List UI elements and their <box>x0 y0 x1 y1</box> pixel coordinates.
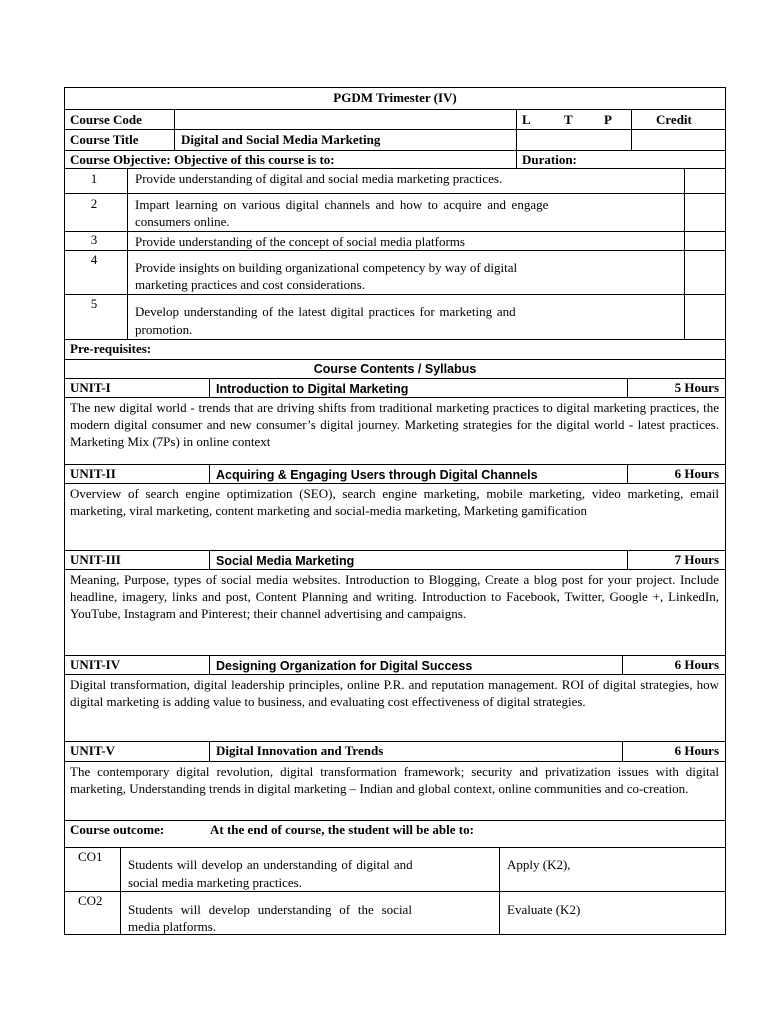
col-divider <box>120 847 121 935</box>
objective-text: Provide understanding of the concept of social media platforms <box>135 234 465 249</box>
row-divider <box>64 397 726 398</box>
unit-id: UNIT-II <box>70 466 116 481</box>
col-divider <box>622 741 623 761</box>
unit-body: Digital transformation, digital leadership principles, online P.R. and reputation management. ROI of digital strategies, how digital marketing is adding value to business, and evaluating cost effectiveness of digital strategies. <box>70 677 719 709</box>
row-divider <box>64 250 726 251</box>
unit-hours: 5 Hours <box>674 380 719 395</box>
col-divider <box>631 109 632 150</box>
row-divider <box>64 150 726 151</box>
unit-hours: 6 Hours <box>674 466 719 481</box>
objective-text-cont: promotion. <box>135 322 193 337</box>
unit-id: UNIT-III <box>70 552 121 567</box>
row-divider <box>64 674 726 675</box>
row-divider <box>64 891 726 892</box>
objective-text: Develop understanding of the latest digital practices for marketing and <box>135 304 516 319</box>
col-divider <box>209 464 210 483</box>
unit-hours: 6 Hours <box>674 657 719 672</box>
unit-id: UNIT-I <box>70 380 111 395</box>
row-divider <box>64 483 726 484</box>
outcome-level: Evaluate (K2) <box>507 902 581 917</box>
col-divider <box>684 168 685 339</box>
col-divider <box>174 109 175 150</box>
unit-hours: 7 Hours <box>674 552 719 567</box>
unit-title: Introduction to Digital Marketing <box>216 382 409 396</box>
course-code-label: Course Code <box>70 112 142 127</box>
outcome-text-cont: media platforms. <box>128 919 217 934</box>
unit-body: Overview of search engine optimization (SEO), search engine marketing, mobile marketing, video marketing, email marketing, viral marketing, content marketing and social-media marketing, Marketing gamification <box>70 486 719 518</box>
objective-number: 4 <box>90 252 98 267</box>
objective-number: 3 <box>90 232 98 247</box>
ltp-l: L <box>522 112 531 127</box>
course-title-label: Course Title <box>70 132 139 147</box>
col-divider <box>627 464 628 483</box>
outcome-id: CO1 <box>78 849 103 864</box>
objective-number: 2 <box>90 196 98 211</box>
outcome-text-cont: social media marketing practices. <box>128 875 302 890</box>
unit-title: Digital Innovation and Trends <box>216 743 384 758</box>
outcome-level: Apply (K2), <box>507 857 571 872</box>
row-divider <box>64 231 726 232</box>
row-divider <box>64 339 726 340</box>
syllabus-heading: Course Contents / Syllabus <box>313 362 477 376</box>
row-divider <box>64 847 726 848</box>
course-title-value: Digital and Social Media Marketing <box>181 132 381 147</box>
unit-title: Designing Organization for Digital Success <box>216 659 473 673</box>
row-divider <box>64 655 726 656</box>
course-outcome-text: At the end of course, the student will be able to: <box>210 822 474 837</box>
unit-title: Acquiring & Engaging Users through Digital Channels <box>216 468 538 482</box>
duration-label: Duration: <box>522 152 577 167</box>
col-divider <box>516 109 517 168</box>
col-divider <box>209 655 210 674</box>
unit-id: UNIT-IV <box>70 657 121 672</box>
unit-body: The contemporary digital revolution, digital transformation framework; security and privatization issues with digital marketing, Understanding trends in digital marketing – Indian and global context, online communities and co-creation. <box>70 764 719 796</box>
ltp-p: P <box>604 112 612 127</box>
objective-text: Provide insights on building organizational competency by way of digital <box>135 260 518 275</box>
outcome-id: CO2 <box>78 893 103 908</box>
unit-title: Social Media Marketing <box>216 554 355 568</box>
col-divider <box>627 378 628 397</box>
col-divider <box>209 378 210 397</box>
objective-number: 1 <box>90 171 98 186</box>
col-divider <box>622 655 623 674</box>
ltp-t: T <box>564 112 573 127</box>
col-divider <box>209 550 210 569</box>
prerequisites-label: Pre-requisites: <box>70 341 152 356</box>
col-divider <box>499 847 500 935</box>
row-divider <box>64 193 726 194</box>
objective-text: Provide understanding of digital and social media marketing practices. <box>135 171 503 186</box>
course-outcome-label: Course outcome: <box>70 822 165 837</box>
row-divider <box>64 741 726 742</box>
objective-text-cont: consumers online. <box>135 214 230 229</box>
row-divider <box>64 761 726 762</box>
row-divider <box>64 359 726 360</box>
unit-body: Meaning, Purpose, types of social media websites. Introduction to Blogging, Create a blog post for your project. Include headline, imagery, links and post, Content Planning and writing. Introduction to Facebook, Twitter, Google +, LinkedIn, YouTube, Instagram and Pinterest; their channel advertising and campaigns. <box>70 572 719 621</box>
credit-label: Credit <box>656 112 692 127</box>
course-objective-label: Course Objective: Objective of this course is to: <box>70 152 335 167</box>
objective-number: 5 <box>90 296 98 311</box>
objective-text-cont: marketing practices and cost considerations. <box>135 277 365 292</box>
row-divider <box>64 569 726 570</box>
col-divider <box>127 168 128 339</box>
col-divider <box>209 741 210 761</box>
outcome-text: Students will develop understanding of the social <box>128 902 412 917</box>
row-divider <box>64 294 726 295</box>
row-divider <box>64 168 726 169</box>
outcome-text: Students will develop an understanding of digital and <box>128 857 413 872</box>
objective-text: Impart learning on various digital channels and how to acquire and engage <box>135 197 549 212</box>
unit-hours: 6 Hours <box>674 743 719 758</box>
page-title: PGDM Trimester (IV) <box>333 90 457 105</box>
unit-id: UNIT-V <box>70 743 116 758</box>
row-divider <box>64 129 726 130</box>
row-divider <box>64 109 726 110</box>
col-divider <box>627 550 628 569</box>
unit-body: The new digital world - trends that are driving shifts from traditional marketing practices to digital marketing practices, the modern digital consumer and new consumer’s digital journey. Marketing strategies for the digital world - latest practices. Marketing Mix (7Ps) in online context <box>70 400 719 449</box>
row-divider <box>64 820 726 821</box>
